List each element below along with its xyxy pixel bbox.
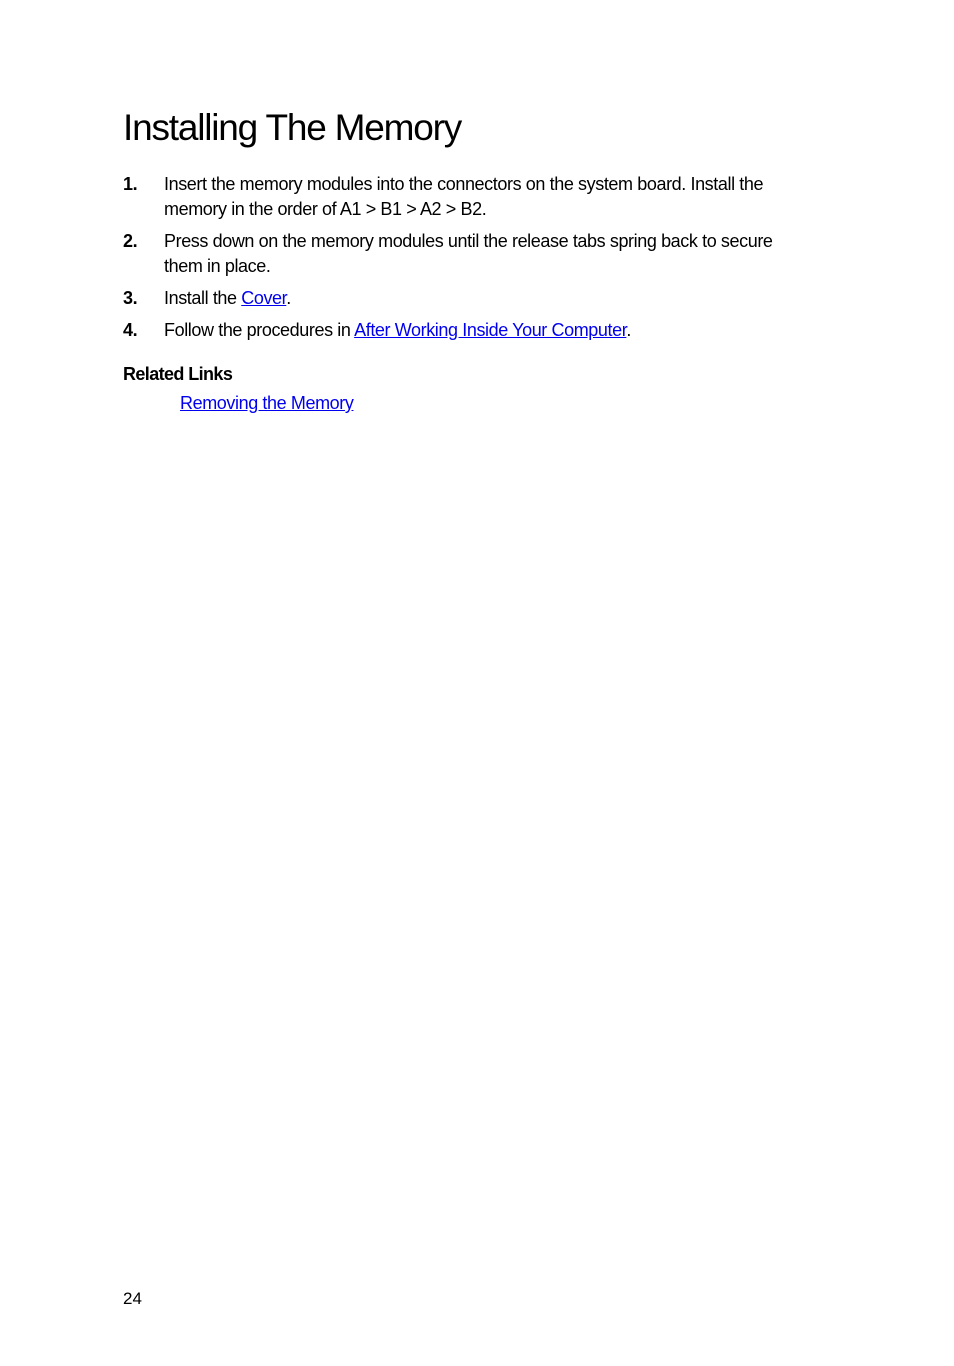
step-text [164, 318, 843, 343]
cover-link[interactable]: Cover [241, 288, 287, 308]
step-text-tail: . [626, 320, 631, 340]
step-text: memory in the order of A1 > B1 > A2 > B2. [164, 199, 487, 219]
step-text-lead: Follow the procedures in [164, 320, 355, 340]
step-number: 2. [123, 231, 138, 251]
page-title: Installing The Memory [123, 107, 462, 148]
step-text [164, 286, 843, 311]
step-number: 3. [123, 288, 138, 308]
step-3 [123, 286, 843, 311]
removing-the-memory-link[interactable]: Removing the Memory [180, 393, 354, 413]
step-text: Press down on the memory modules until the release tabs spring back to secure [164, 231, 773, 251]
step-2 [123, 229, 843, 279]
step-text-lead: Install the [164, 288, 242, 308]
procedure-steps [123, 172, 843, 350]
step-number: 4. [123, 320, 138, 340]
step-1 [123, 172, 843, 222]
step-4 [123, 318, 843, 343]
after-working-inside-computer-link[interactable]: After Working Inside Your Computer [354, 320, 627, 340]
related-links-heading: Related Links [123, 364, 233, 384]
page-number: 24 [123, 1289, 142, 1308]
step-number: 1. [123, 174, 138, 194]
step-text: them in place. [164, 256, 271, 276]
step-text: Insert the memory modules into the connectors on the system board. Install the [164, 174, 764, 194]
step-text-tail: . [286, 288, 291, 308]
